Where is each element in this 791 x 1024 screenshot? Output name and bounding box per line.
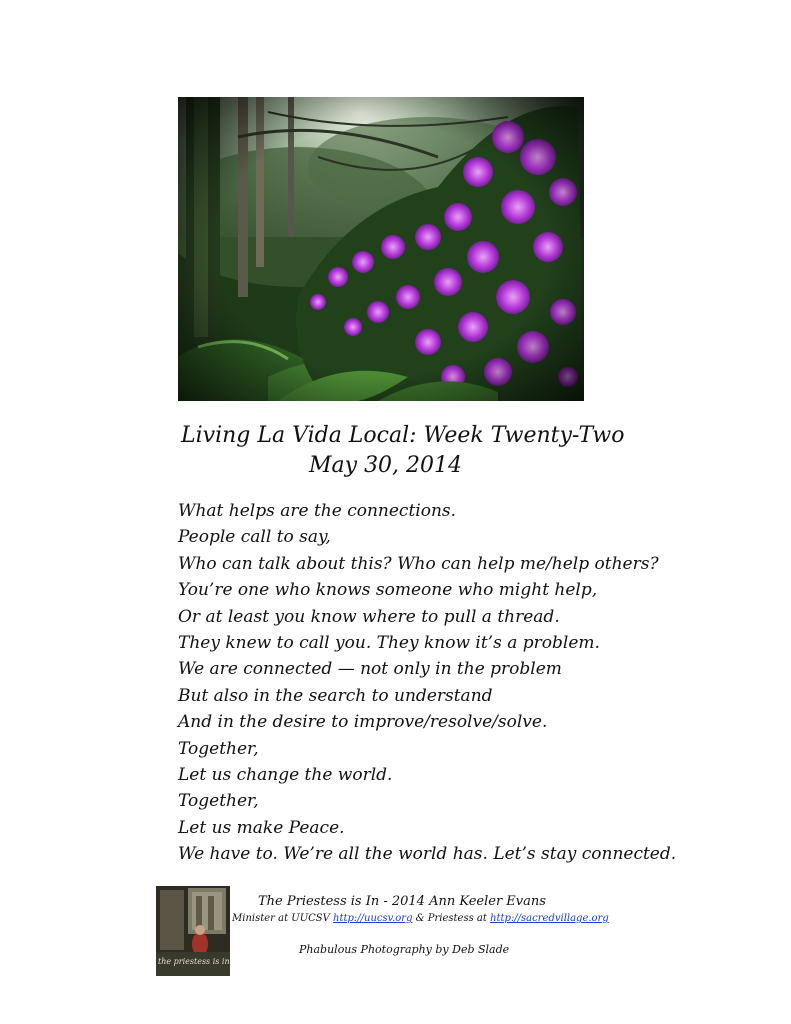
rhododendron-photo <box>178 97 584 401</box>
footer-title: The Priestess is In - 2014 Ann Keeler Evans <box>258 894 546 909</box>
sacredvillage-link[interactable]: http://sacredvillage.org <box>490 913 609 924</box>
poem-line: We have to. We’re all the world has. Let’s stay connected. <box>178 844 677 865</box>
poem-line: Let us make Peace. <box>178 817 345 838</box>
poem-line: But also in the search to understand <box>178 685 493 706</box>
poem-line: What helps are the connections. <box>178 501 457 521</box>
page-date: May 30, 2014 <box>309 453 463 478</box>
poem-line: Together, <box>178 791 259 812</box>
rhododendron-photo-art <box>178 97 584 401</box>
thumbnail-caption: the priestess is in <box>158 957 230 966</box>
priestess-thumbnail <box>156 886 230 976</box>
poem-line: We are connected — not only in the problem <box>178 659 562 680</box>
poem-line: Together, <box>178 738 259 759</box>
poem-line: Who can talk about this? Who can help me/help others? <box>178 553 659 574</box>
footer-credits <box>232 913 609 924</box>
poem-line: Or at least you know where to pull a thread. <box>178 606 560 627</box>
priestess-label: & Priestess at <box>415 913 487 924</box>
page-title: Living La Vida Local: Week Twenty-Two <box>181 423 625 448</box>
uucsv-link[interactable]: http://uucsv.org <box>333 913 413 924</box>
photo-credit: Phabulous Photography by Deb Slade <box>299 943 510 956</box>
minister-label: Minister at UUCSV <box>232 913 330 924</box>
poem-line: They knew to call you. They know it’s a problem. <box>178 633 600 654</box>
poem-body <box>178 498 676 868</box>
poem-line: And in the desire to improve/resolve/solve. <box>178 712 548 733</box>
poem-line: People call to say, <box>178 527 331 548</box>
poem-line: Let us change the world. <box>178 765 393 786</box>
poem-line: You’re one who knows someone who might help, <box>178 580 598 601</box>
